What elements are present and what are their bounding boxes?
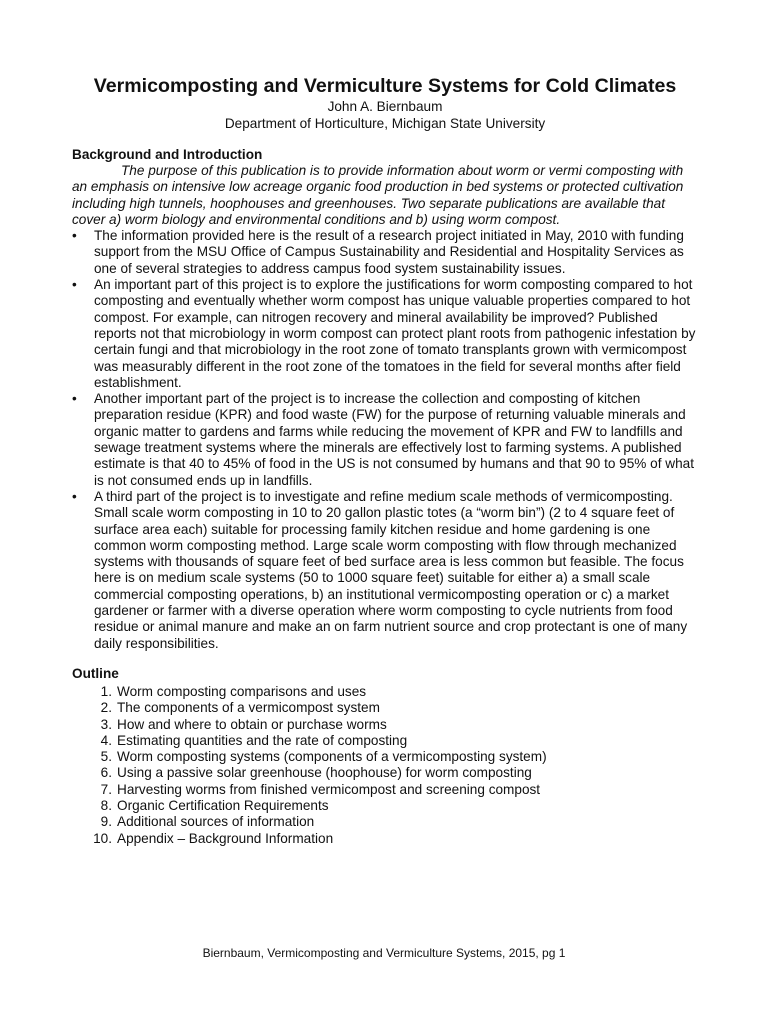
outline-item — [72, 684, 698, 700]
page-footer: Biernbaum, Vermicomposting and Vermiculture Systems, 2015, pg 1 — [202, 946, 566, 960]
outline-item-number: 4. — [100, 732, 112, 748]
outline-item-number: 10. — [93, 830, 112, 846]
background-heading: Background and Introduction — [72, 147, 263, 162]
bullet-text: An important part of this project is to explore the justifications for worm composting compared to hot composting and eventually whether worm compost has unique valuable properties compared to hot compost. For example, can nitrogen recovery and mineral availability be improved? Published reports not that microbiology in worm compost can protect plant roots from pathogenic infestation by certain fungi and that microbiology in the root zone of tomato transplants grown with vermicompost was measurably different in the root zone of the tomatoes in the field for several months after field establishment. — [94, 277, 696, 390]
bullet-text: The information provided here is the result of a research project initiated in May, 2010 with funding support from the MSU Office of Campus Sustainability and Residential and Hospitality Services as one of several strategies to address campus food system sustainability issues. — [94, 228, 684, 276]
outline-item-text: Additional sources of information — [117, 814, 315, 830]
outline-item-text: Appendix – Background Information — [117, 830, 334, 846]
bullet-text: Another important part of the project is to increase the collection and composting of kitchen preparation residue (KPR) and food waste (FW) for the purpose of returning valuable minerals and organic matter to gardens and farms while reducing the movement of KPR and FW to landfills and sewage treatment systems where the minerals are effectively lost to farming systems. A published estimate is that 40 to 45% of food in the US is not consumed by humans and that 90 to 95% of what is not consumed ends up in landfills. — [94, 391, 694, 488]
outline-item-number: 9. — [100, 814, 112, 830]
outline-item-number: 3. — [100, 716, 112, 732]
author-affiliation: Department of Horticulture, Michigan State University — [224, 116, 546, 131]
bullet-item — [72, 391, 698, 489]
bullet-icon: • — [72, 277, 77, 293]
outline-heading: Outline — [72, 665, 119, 681]
bullet-text: A third part of the project is to investigate and refine medium scale methods of vermicomposting. Small scale worm composting in 10 to 20 gallon plastic totes (a “worm bin”) (2 to 4 square feet of surface area each) suitable for processing family kitchen residue and home gardening is one common worm composting method. Large scale worm composting with flow through mechanized systems with thousands of square feet of bed surface area is less common but feasible. The focus here is on medium scale systems (50 to 1000 square feet) suitable for either a) a small scale commercial composting operations, b) an institutional vermicomposting operation or c) a market gardener or farmer with a diverse operation where worm composting to cycle nutrients from food residue or animal manure and make an on farm nutrient source and crop protectant is one of many daily responsibilities. — [94, 488, 688, 651]
intro-paragraph: The purpose of this publication is to provide information about worm or vermi composting with an emphasis on intensive low acreage organic food production in bed systems or protected cultivation including high tunnels, hoophouses and greenhouses. Two separate publications are available that cover a) worm biology and environmental conditions and b) using worm compost. — [72, 163, 684, 227]
outline-item-text: Estimating quantities and the rate of composting — [117, 732, 408, 748]
outline-item — [72, 717, 698, 733]
bullet-icon: • — [72, 228, 77, 244]
bullet-item — [72, 489, 698, 652]
outline-item — [72, 798, 698, 814]
outline-item-text: Using a passive solar greenhouse (hoophouse) for worm composting — [117, 765, 532, 781]
outline-item — [72, 700, 698, 716]
background-bullet-list — [72, 228, 698, 652]
outline-item-number: 1. — [100, 683, 112, 699]
bullet-item — [72, 228, 698, 277]
bullet-icon: • — [72, 391, 77, 407]
outline-list — [72, 684, 698, 847]
outline-item-number: 5. — [100, 749, 112, 765]
outline-item — [72, 749, 698, 765]
bullet-icon: • — [72, 488, 77, 504]
outline-item-text: Worm composting comparisons and uses — [117, 683, 367, 699]
outline-item — [72, 831, 698, 847]
outline-item — [72, 782, 698, 798]
document-title: Vermicomposting and Vermiculture Systems for Cold Climates — [93, 75, 677, 97]
document-page — [72, 74, 698, 847]
outline-item — [72, 765, 698, 781]
outline-item — [72, 814, 698, 830]
outline-item-text: Worm composting systems (components of a vermicomposting system) — [117, 749, 547, 765]
outline-item-text: Harvesting worms from finished vermicompost and screening compost — [117, 781, 541, 797]
outline-item-text: How and where to obtain or purchase worms — [117, 716, 387, 732]
outline-item-number: 7. — [100, 781, 112, 797]
bullet-item — [72, 277, 698, 391]
outline-item-text: Organic Certification Requirements — [117, 797, 329, 813]
author-name: John A. Biernbaum — [327, 99, 443, 114]
outline-item — [72, 733, 698, 749]
outline-item-text: The components of a vermicompost system — [117, 700, 380, 716]
outline-item-number: 6. — [100, 765, 112, 781]
outline-item-number: 2. — [100, 700, 112, 716]
outline-item-number: 8. — [100, 797, 112, 813]
